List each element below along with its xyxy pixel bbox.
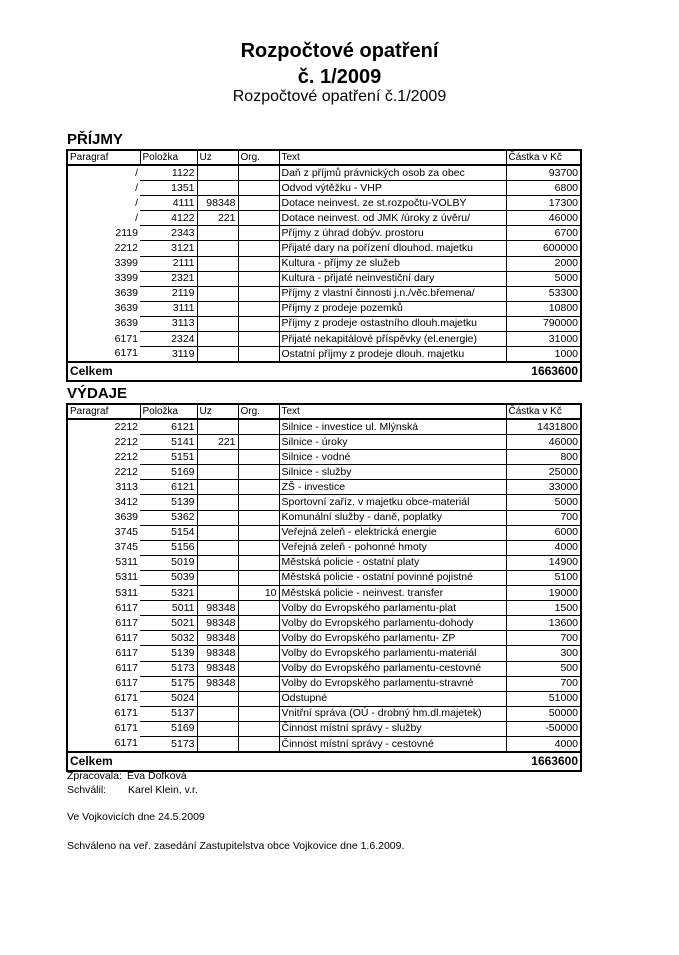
uz-cell: [197, 480, 238, 495]
amount-cell: 800: [506, 450, 581, 465]
polozka-cell: 5039: [140, 570, 197, 585]
paragraf-cell: 6117: [115, 646, 138, 659]
header-row: [67, 404, 581, 419]
polozka-cell: 5137: [140, 706, 197, 721]
polozka-cell: 5154: [140, 525, 197, 540]
text-cell: Dotace neinvest. ze st.rozpočtu-VOLBY: [279, 196, 506, 211]
table-row: [67, 676, 581, 691]
polozka-cell: 2324: [140, 332, 197, 347]
org-cell: [238, 316, 279, 331]
paragraf-cell: 3745: [114, 526, 138, 539]
paragraf-cell: 3745: [114, 541, 138, 554]
text-cell: Příjmy z úhrad dobýv. prostoru: [279, 226, 506, 241]
table-row: [67, 435, 581, 450]
amount-cell: 19000: [506, 586, 581, 601]
uz-cell: [197, 241, 238, 256]
column-header: Org.: [238, 404, 279, 419]
org-cell: [238, 435, 279, 450]
table-row: [67, 601, 581, 616]
polozka-cell: 3113: [140, 316, 197, 331]
text-cell: Daň z příjmů právnických osob za obec: [279, 165, 506, 181]
org-cell: [238, 347, 279, 363]
text-cell: Silnice - investice ul. Mlýnská: [279, 419, 506, 435]
polozka-cell: 5362: [140, 510, 197, 525]
column-header: Uz: [197, 150, 238, 165]
polozka-cell: 3121: [140, 241, 197, 256]
org-cell: [238, 601, 279, 616]
paragraf-cell: 3412: [114, 496, 138, 509]
table-row: [67, 316, 581, 331]
vydaje-heading: VÝDAJE: [67, 385, 128, 402]
amount-cell: 500: [506, 661, 581, 676]
amount-cell: 5000: [506, 271, 581, 286]
table-row: [67, 646, 581, 661]
org-cell: [238, 450, 279, 465]
text-cell: Přijaté nekapitálové příspěvky (el.energie): [279, 332, 506, 347]
org-cell: [238, 181, 279, 196]
uz-cell: [197, 301, 238, 316]
text-cell: Veřejná zeleň - elektrická energie: [279, 525, 506, 540]
amount-cell: 6800: [506, 181, 581, 196]
column-header: Paragraf: [67, 404, 140, 419]
amount-cell: 700: [506, 510, 581, 525]
table-row: [67, 540, 581, 555]
org-cell: [238, 419, 279, 435]
approved-by-line: [67, 784, 198, 797]
amount-cell: 33000: [506, 480, 581, 495]
text-cell: Silnice - úroky: [279, 435, 506, 450]
polozka-cell: 2119: [140, 286, 197, 301]
polozka-cell: 5024: [140, 691, 197, 706]
table-row: [67, 271, 581, 286]
uz-cell: [197, 721, 238, 736]
paragraf-cell: 3399: [114, 272, 138, 285]
table-row: [67, 211, 581, 226]
org-cell: [238, 616, 279, 631]
text-cell: Komunální služby - daně, poplatky: [279, 510, 506, 525]
uz-cell: [197, 495, 238, 510]
table-row: [67, 736, 581, 752]
document-subtitle: Rozpočtové opatření č.1/2009: [232, 88, 447, 105]
org-cell: [238, 495, 279, 510]
polozka-cell: 5321: [140, 586, 197, 601]
text-cell: Městská policie - ostatní platy: [279, 555, 506, 570]
text-cell: Volby do Evropského parlamentu-dohody: [279, 616, 506, 631]
org-cell: [238, 540, 279, 555]
amount-cell: 600000: [506, 241, 581, 256]
text-cell: Činnost místní správy - služby: [279, 721, 506, 736]
uz-cell: [197, 540, 238, 555]
text-cell: Volby do Evropského parlamentu-materiál: [279, 646, 506, 661]
uz-cell: [197, 570, 238, 585]
polozka-cell: 3111: [140, 301, 197, 316]
paragraf-cell: 3113: [115, 480, 138, 493]
polozka-cell: 5139: [140, 646, 197, 661]
table-row: [67, 691, 581, 706]
paragraf-cell: 6117: [115, 662, 138, 675]
text-cell: Volby do Evropského parlamentu-cestovné: [279, 661, 506, 676]
table-row: [67, 555, 581, 570]
org-cell: [238, 661, 279, 676]
amount-cell: 700: [506, 631, 581, 646]
prepared-by-name: Eva Dofková: [127, 770, 187, 782]
table-row: [67, 181, 581, 196]
org-cell: [238, 332, 279, 347]
text-cell: Přijaté dary na pořízení dlouhod. majetku: [279, 241, 506, 256]
amount-cell: 53300: [506, 286, 581, 301]
paragraf-cell: 2212: [114, 435, 138, 448]
uz-cell: [197, 736, 238, 752]
vydaje-table: [66, 403, 582, 772]
paragraf-cell: 6117: [115, 601, 138, 614]
paragraf-cell: 5311: [115, 586, 138, 599]
uz-cell: [197, 525, 238, 540]
amount-cell: 17300: [506, 196, 581, 211]
paragraf-cell: 6171: [114, 332, 138, 345]
polozka-cell: 5175: [140, 676, 197, 691]
org-cell: [238, 555, 279, 570]
amount-cell: -50000: [506, 721, 581, 736]
polozka-cell: 5141: [140, 435, 197, 450]
uz-cell: 98348: [197, 661, 238, 676]
amount-cell: 51000: [506, 691, 581, 706]
paragraf-cell: 6117: [115, 631, 138, 644]
amount-cell: 1000: [506, 347, 581, 363]
text-cell: Příjmy z prodeje pozemků: [279, 301, 506, 316]
polozka-cell: 5032: [140, 631, 197, 646]
polozka-cell: 1122: [140, 165, 197, 181]
uz-cell: [197, 256, 238, 271]
text-cell: Městská policie - ostatní povinné pojistné: [279, 570, 506, 585]
table-row: [67, 450, 581, 465]
org-cell: [238, 736, 279, 752]
text-cell: Silnice - vodné: [279, 450, 506, 465]
paragraf-cell: 5311: [115, 556, 138, 569]
table-row: [67, 495, 581, 510]
org-cell: [238, 465, 279, 480]
amount-cell: 46000: [506, 435, 581, 450]
paragraf-cell: 2212: [114, 420, 138, 433]
text-cell: Volby do Evropského parlamentu-stravné: [279, 676, 506, 691]
document-title: Rozpočtové opatření: [240, 40, 439, 62]
table-row: [67, 480, 581, 495]
total-value: 1663600: [506, 752, 581, 771]
column-header: Paragraf: [67, 150, 140, 165]
uz-cell: [197, 286, 238, 301]
polozka-cell: 5011: [140, 601, 197, 616]
paragraf-cell: 3399: [114, 257, 138, 270]
org-cell: [238, 271, 279, 286]
amount-cell: 700: [506, 676, 581, 691]
paragraf-cell: 2212: [114, 465, 138, 478]
uz-cell: 221: [197, 211, 238, 226]
amount-cell: 6000: [506, 525, 581, 540]
text-cell: Odvod výtěžku - VHP: [279, 181, 506, 196]
org-cell: [238, 226, 279, 241]
org-cell: [238, 570, 279, 585]
polozka-cell: 5139: [140, 495, 197, 510]
polozka-cell: 5019: [140, 555, 197, 570]
document-number: č. 1/2009: [297, 66, 382, 88]
prijmy-heading: PŘÍJMY: [67, 131, 123, 148]
amount-cell: 5100: [506, 570, 581, 585]
column-header: Položka: [140, 404, 197, 419]
table-row: [67, 631, 581, 646]
uz-cell: [197, 510, 238, 525]
column-header: Org.: [238, 150, 279, 165]
org-cell: [238, 721, 279, 736]
amount-cell: 790000: [506, 316, 581, 331]
text-cell: Kultura - příjmy ze služeb: [279, 256, 506, 271]
paragraf-cell: /: [135, 166, 138, 179]
paragraf-cell: 6117: [115, 616, 138, 629]
polozka-cell: 5169: [140, 721, 197, 736]
org-cell: [238, 510, 279, 525]
polozka-cell: 4122: [140, 211, 197, 226]
uz-cell: [197, 450, 238, 465]
polozka-cell: 5173: [140, 736, 197, 752]
org-cell: 10: [238, 586, 279, 601]
paragraf-cell: 5311: [115, 571, 138, 584]
polozka-cell: 1351: [140, 181, 197, 196]
total-row: [67, 752, 581, 771]
table-row: [67, 241, 581, 256]
text-cell: Příjmy z vlastní činnosti j.n./věc.břemena/: [279, 286, 506, 301]
org-cell: [238, 211, 279, 226]
paragraf-cell: 6171: [114, 722, 138, 735]
text-cell: Dotace neinvest. od JMK /úroky z úvěru/: [279, 211, 506, 226]
table-row: [67, 570, 581, 585]
polozka-cell: 5173: [140, 661, 197, 676]
header-row: [67, 150, 581, 165]
uz-cell: [197, 465, 238, 480]
text-cell: Volby do Evropského parlamentu-plat: [279, 601, 506, 616]
uz-cell: [197, 555, 238, 570]
polozka-cell: 5156: [140, 540, 197, 555]
org-cell: [238, 286, 279, 301]
prijmy-table: [66, 149, 582, 382]
org-cell: [238, 256, 279, 271]
polozka-cell: 5151: [140, 450, 197, 465]
approved-by-label: Schválil:: [67, 784, 107, 796]
org-cell: [238, 706, 279, 721]
amount-cell: 93700: [506, 165, 581, 181]
text-cell: Veřejná zeleň - pohonné hmoty: [279, 540, 506, 555]
amount-cell: 2000: [506, 256, 581, 271]
polozka-cell: 2111: [140, 256, 197, 271]
polozka-cell: 6121: [140, 480, 197, 495]
uz-cell: [197, 706, 238, 721]
table-row: [67, 301, 581, 316]
text-cell: Kultura - přijaté neinvestiční dary: [279, 271, 506, 286]
table-row: [67, 347, 581, 363]
text-cell: Sportovní zaříz. v majetku obce-materiál: [279, 495, 506, 510]
polozka-cell: 6121: [140, 419, 197, 435]
org-cell: [238, 480, 279, 495]
total-value: 1663600: [506, 362, 581, 381]
text-cell: ZŠ - investice: [279, 480, 506, 495]
paragraf-cell: 6171: [114, 737, 138, 750]
paragraf-cell: 6171: [114, 692, 138, 705]
amount-cell: 13600: [506, 616, 581, 631]
uz-cell: [197, 316, 238, 331]
org-cell: [238, 301, 279, 316]
column-header: Částka v Kč: [506, 150, 581, 165]
uz-cell: [197, 271, 238, 286]
prepared-by-line: [67, 770, 187, 783]
amount-cell: 4000: [506, 736, 581, 752]
amount-cell: 10800: [506, 301, 581, 316]
uz-cell: [197, 586, 238, 601]
text-cell: Příjmy z prodeje ostastního dlouh.majetku: [279, 316, 506, 331]
uz-cell: 98348: [197, 196, 238, 211]
polozka-cell: 5021: [140, 616, 197, 631]
amount-cell: 300: [506, 646, 581, 661]
column-header: Položka: [140, 150, 197, 165]
org-cell: [238, 646, 279, 661]
table-row: [67, 616, 581, 631]
org-cell: [238, 631, 279, 646]
table-row: [67, 465, 581, 480]
paragraf-cell: /: [135, 211, 138, 224]
approval-note: Schváleno na veř. zasedání Zastupitelstva obce Vojkovice dne 1.6.2009.: [67, 840, 405, 852]
uz-cell: [197, 419, 238, 435]
uz-cell: [197, 332, 238, 347]
column-header: Uz: [197, 404, 238, 419]
total-label: Celkem: [67, 752, 506, 771]
text-cell: Odstupné: [279, 691, 506, 706]
paragraf-cell: 2119: [115, 226, 138, 239]
place-date: Ve Vojkovicích dne 24.5.2009: [67, 811, 205, 823]
amount-cell: 46000: [506, 211, 581, 226]
text-cell: Silnice - služby: [279, 465, 506, 480]
table-row: [67, 256, 581, 271]
amount-cell: 1500: [506, 601, 581, 616]
org-cell: [238, 165, 279, 181]
org-cell: [238, 241, 279, 256]
polozka-cell: 4111: [140, 196, 197, 211]
uz-cell: 98348: [197, 616, 238, 631]
paragraf-cell: 3639: [114, 302, 138, 315]
paragraf-cell: 6117: [115, 677, 138, 690]
text-cell: Činnost místní správy - cestovné: [279, 736, 506, 752]
uz-cell: [197, 691, 238, 706]
amount-cell: 25000: [506, 465, 581, 480]
org-cell: [238, 691, 279, 706]
table-row: [67, 286, 581, 301]
paragraf-cell: /: [135, 196, 138, 209]
org-cell: [238, 525, 279, 540]
paragraf-cell: 2212: [114, 242, 138, 255]
polozka-cell: 2321: [140, 271, 197, 286]
total-row: [67, 362, 581, 381]
paragraf-cell: 3639: [114, 511, 138, 524]
paragraf-cell: 6171: [114, 707, 138, 720]
uz-cell: [197, 347, 238, 363]
uz-cell: 98348: [197, 646, 238, 661]
table-row: [67, 165, 581, 181]
uz-cell: 98348: [197, 631, 238, 646]
approved-by-name: Karel Klein, v.r.: [128, 784, 198, 796]
amount-cell: 50000: [506, 706, 581, 721]
table-row: [67, 332, 581, 347]
paragraf-cell: 6171: [114, 347, 138, 360]
org-cell: [238, 676, 279, 691]
polozka-cell: 2343: [140, 226, 197, 241]
table-row: [67, 525, 581, 540]
amount-cell: 1431800: [506, 419, 581, 435]
prepared-by-label: Zpracovala:: [67, 770, 122, 782]
polozka-cell: 5169: [140, 465, 197, 480]
uz-cell: [197, 226, 238, 241]
paragraf-cell: /: [135, 181, 138, 194]
text-cell: Ostatní příjmy z prodeje dlouh. majetku: [279, 347, 506, 363]
table-row: [67, 196, 581, 211]
table-row: [67, 586, 581, 601]
amount-cell: 5000: [506, 495, 581, 510]
column-header: Text: [279, 150, 506, 165]
amount-cell: 31000: [506, 332, 581, 347]
table-row: [67, 661, 581, 676]
polozka-cell: 3119: [140, 347, 197, 363]
amount-cell: 14900: [506, 555, 581, 570]
amount-cell: 4000: [506, 540, 581, 555]
text-cell: Volby do Evropského parlamentu- ZP: [279, 631, 506, 646]
table-row: [67, 510, 581, 525]
paragraf-cell: 3639: [114, 287, 138, 300]
uz-cell: 98348: [197, 676, 238, 691]
uz-cell: 221: [197, 435, 238, 450]
amount-cell: 6700: [506, 226, 581, 241]
uz-cell: 98348: [197, 601, 238, 616]
table-row: [67, 419, 581, 435]
table-row: [67, 721, 581, 736]
uz-cell: [197, 165, 238, 181]
column-header: Částka v Kč: [506, 404, 581, 419]
total-label: Celkem: [67, 362, 506, 381]
org-cell: [238, 196, 279, 211]
table-row: [67, 226, 581, 241]
text-cell: Vnitřní správa (OÚ - drobný hm.dl.majetek): [279, 706, 506, 721]
text-cell: Městská policie - neinvest. transfer: [279, 586, 506, 601]
column-header: Text: [279, 404, 506, 419]
uz-cell: [197, 181, 238, 196]
paragraf-cell: 2212: [114, 450, 138, 463]
table-row: [67, 706, 581, 721]
paragraf-cell: 3639: [114, 317, 138, 330]
